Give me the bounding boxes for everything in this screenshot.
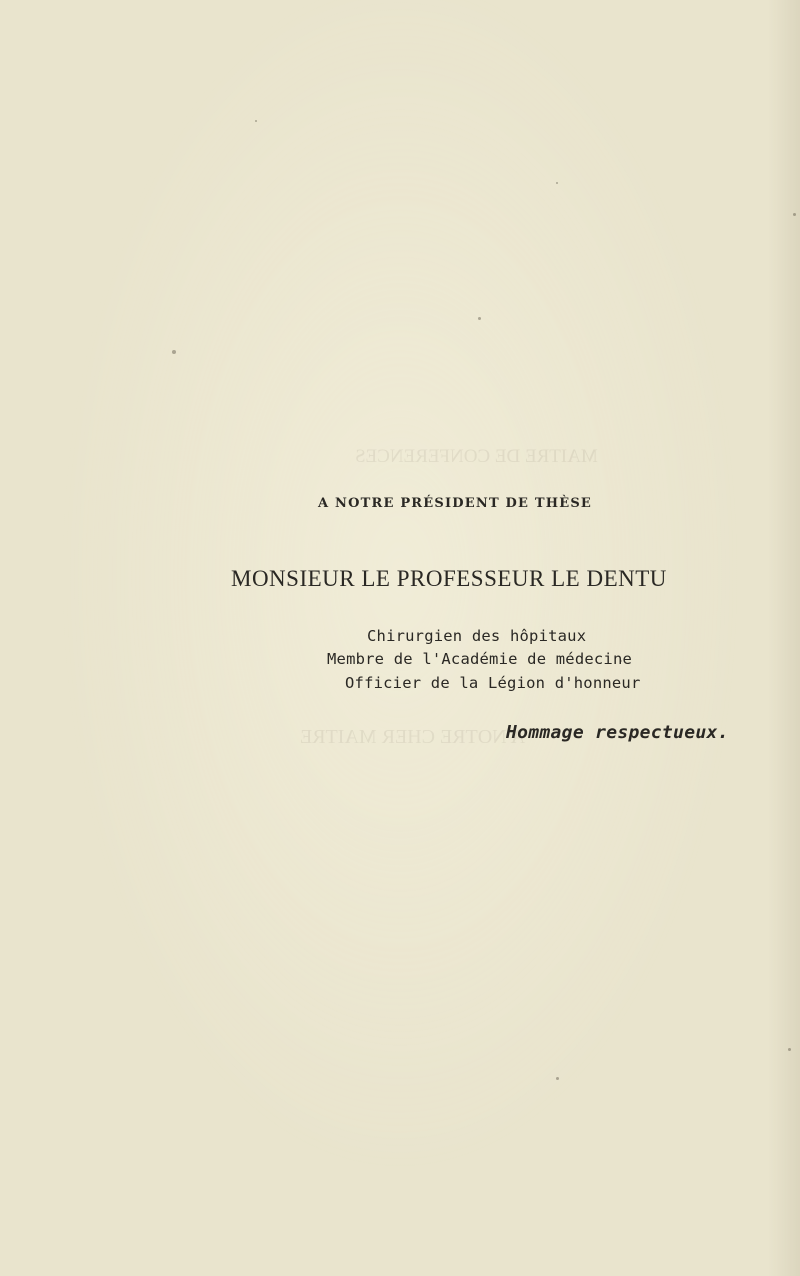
paper-speck bbox=[793, 213, 796, 216]
paper-speck bbox=[478, 317, 481, 320]
paper-speck bbox=[556, 182, 558, 184]
paper-speck bbox=[788, 1048, 791, 1051]
show-through-text: MAITRE DE CONFERENCES bbox=[355, 446, 598, 467]
dedication-heading: A NOTRE PRÉSIDENT DE THÈSE bbox=[318, 496, 593, 511]
paper-speck bbox=[556, 1077, 559, 1080]
dedicatee-title-1: Chirurgien des hôpitaux bbox=[367, 627, 587, 645]
paper-speck bbox=[255, 120, 257, 122]
dedicatee-name: MONSIEUR LE PROFESSEUR LE DENTU bbox=[231, 566, 667, 591]
dedicatee-title-3: Officier de la Légion d'honneur bbox=[345, 674, 641, 692]
show-through-text: A NOTRE CHER MAITRE bbox=[300, 726, 525, 748]
dedicatee-title-2: Membre de l'Académie de médecine bbox=[327, 650, 633, 668]
homage-line: Hommage respectueux. bbox=[506, 722, 729, 743]
paper-speck bbox=[172, 350, 176, 354]
